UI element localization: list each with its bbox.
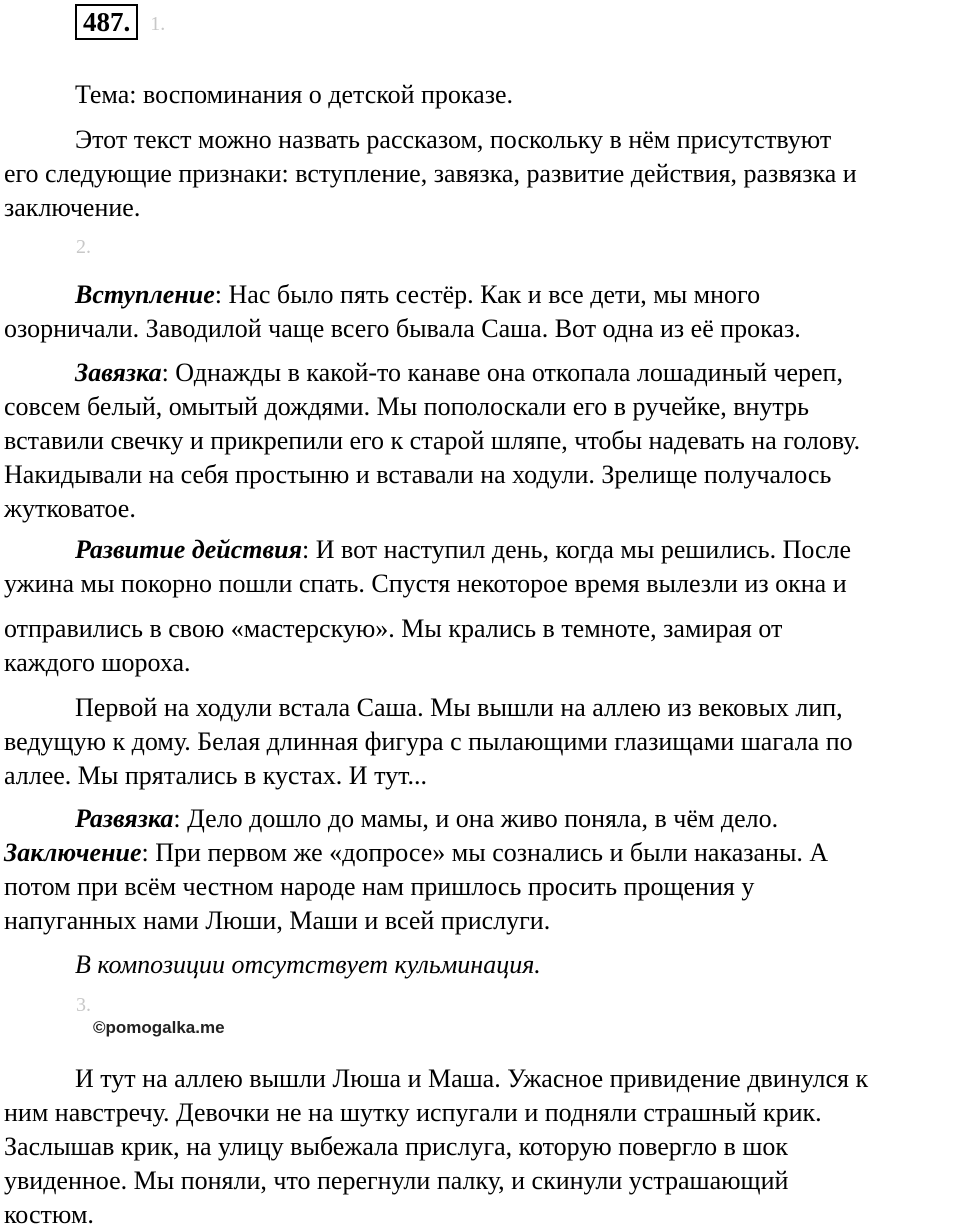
task-marker-1: 1. xyxy=(150,13,166,35)
composition-note: В композиции отсутствует кульминация. xyxy=(75,950,541,979)
text-line: напуганных нами Люши, Маши и всей прислуги. xyxy=(4,906,551,935)
text-line: жутковатое. xyxy=(4,494,136,523)
text-line xyxy=(4,836,958,870)
text-line: его следующие признаки: вступление, завязка, развитие действия, развязка и xyxy=(4,159,857,188)
text-line: И тут на аллею вышли Люша и Маша. Ужасное привидение двинулся к xyxy=(75,1064,869,1093)
intro-paragraph xyxy=(4,278,958,346)
text-line: Заслышав крик, на улицу выбежала прислуга, которую повергло в шок xyxy=(4,1132,789,1161)
text-line: аллее. Мы прятались в кустах. И тут... xyxy=(4,761,427,790)
text-line xyxy=(4,802,958,836)
text-line: потом при всём честном народе нам пришлось просить прощения у xyxy=(4,872,755,901)
conclusion-text: : При первом же «допросе» мы сознались и были наказаны. А xyxy=(141,838,829,867)
plot-heading: Завязка xyxy=(75,358,162,387)
task-marker-2: 2. xyxy=(76,236,91,258)
text-line: заключение. xyxy=(4,193,141,222)
text-line xyxy=(4,278,958,312)
development-continuation xyxy=(4,612,958,680)
development-text: : И вот наступил день, когда мы решились. После xyxy=(301,535,852,564)
exercise-header xyxy=(75,4,165,44)
text-line: Первой на ходули встала Саша. Мы вышли на аллею из вековых лип, xyxy=(75,693,843,722)
theme-line: Тема: воспоминания о детской проказе. xyxy=(75,80,514,109)
denouement-text: : Дело дошло до мамы, и она живо поняла, в чём дело. xyxy=(173,804,779,833)
conclusion-heading: Заключение xyxy=(4,838,142,867)
development-heading: Развитие действия xyxy=(75,535,302,564)
text-line: каждого шороха. xyxy=(4,648,191,677)
text-line: совсем белый, омытый дождями. Мы пополоскали его в ручейке, внутрь xyxy=(4,392,809,421)
theme-paragraph xyxy=(4,78,958,112)
text-line: озорничали. Заводилой чаще всего бывала Саша. Вот одна из её проказ. xyxy=(4,314,801,343)
development-paragraph xyxy=(4,533,958,601)
task-marker-3: 3. xyxy=(76,994,91,1016)
text-line: отправились в свою «мастерскую». Мы крались в темноте, замирая от xyxy=(4,614,783,643)
composition-note-paragraph xyxy=(4,948,958,982)
plot-text: : Однажды в какой-то канаве она откопала лошадиный череп, xyxy=(161,358,843,387)
part3-paragraph xyxy=(4,1062,958,1232)
text-line xyxy=(4,356,958,390)
text-line: ужина мы покорно пошли спать. Спустя некоторое время вылезли из окна и xyxy=(4,569,847,598)
text-line: костюм. xyxy=(4,1200,94,1229)
denouement-heading: Развязка xyxy=(75,804,174,833)
text-line: ведущую к дому. Белая длинная фигура с пылающими глазищами шагала по xyxy=(4,727,853,756)
plot-paragraph xyxy=(4,356,958,526)
text-line: вставили свечку и прикрепили его к старой шляпе, чтобы надевать на голову. xyxy=(4,426,861,455)
text-line: Этот текст можно назвать рассказом, поскольку в нём присутствуют xyxy=(75,125,832,154)
text-line: Накидывали на себя простыню и вставали на ходули. Зрелище получалось xyxy=(4,460,832,489)
exercise-number: 487. xyxy=(75,4,138,40)
intro-text: : Нас было пять сестёр. Как и все дети, мы много xyxy=(214,280,761,309)
text-line: увиденное. Мы поняли, что перегнули палку, и скинули устрашающий xyxy=(4,1166,789,1195)
conclusion-paragraph xyxy=(4,836,958,938)
text-line: ним навстречу. Девочки не на шутку испугали и подняли страшный крик. xyxy=(4,1098,822,1127)
text-line xyxy=(4,533,958,567)
first-walk-paragraph xyxy=(4,691,958,793)
intro-heading: Вступление xyxy=(75,280,215,309)
watermark: ©pomogalka.me xyxy=(93,1018,225,1037)
story-type-paragraph xyxy=(4,123,958,225)
denouement-paragraph xyxy=(4,802,958,836)
